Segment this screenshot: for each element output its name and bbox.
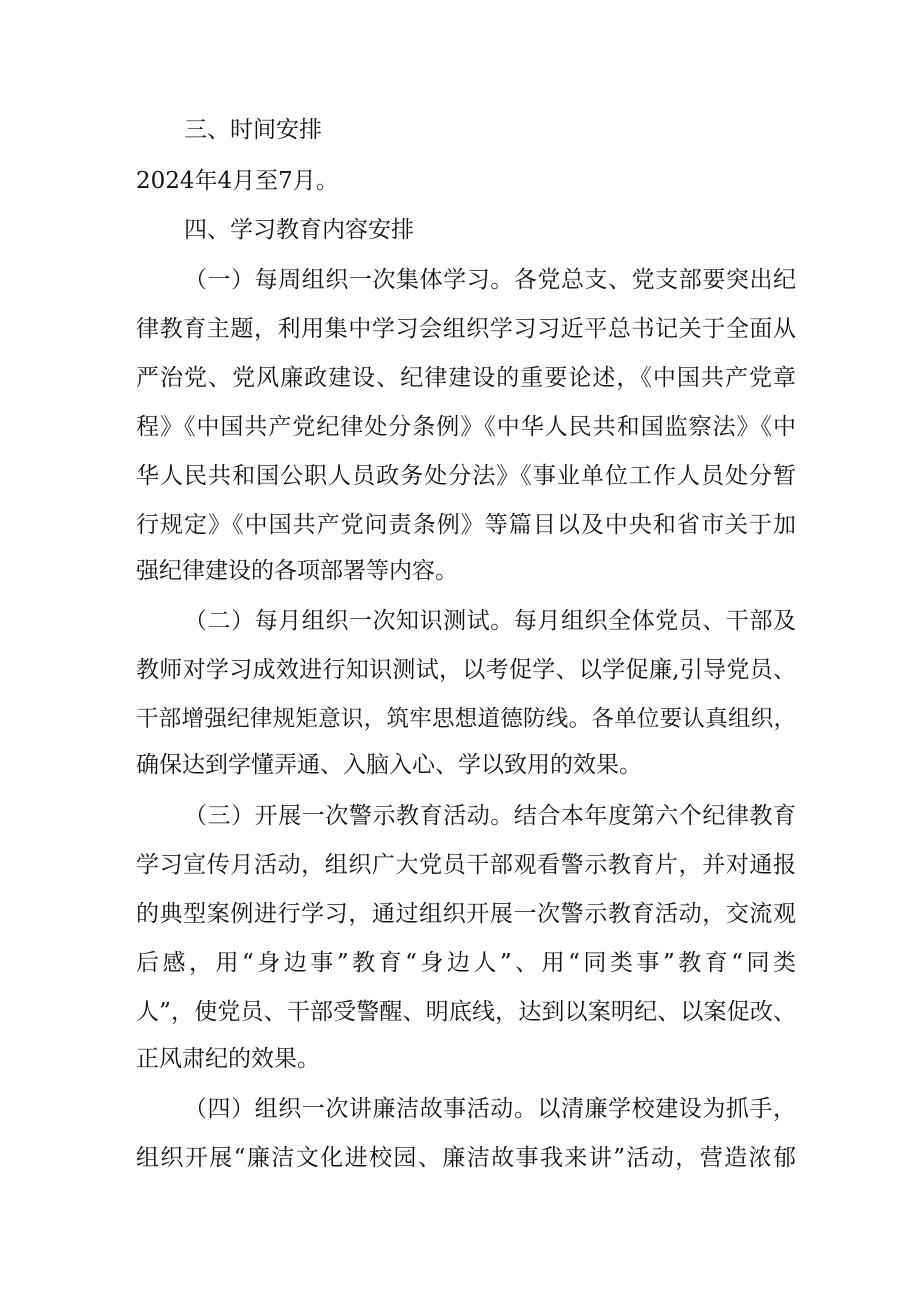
section-heading-content: 四、学习教育内容安排: [184, 217, 414, 243]
paragraph-line: （四）组织一次讲廉洁故事活动。以清廉学校建设为抓手，: [184, 1096, 796, 1122]
paragraph-line: （二）每月组织一次知识测试。每月组织全体党员、干部及: [184, 608, 796, 634]
paragraph-line: 强纪律建设的各项部署等内容。: [136, 558, 458, 584]
section-heading-time: 三、时间安排: [184, 117, 322, 143]
paragraph-line: 后感，用“身边事”教育“身边人”、用“同类事”教育“同类: [136, 950, 796, 976]
paragraph-line: 人”，使党员、干部受警醒、明底线，达到以案明纪、以案促改、: [136, 999, 796, 1025]
paragraph-line: 华人民共和国公职人员政务处分法》《事业单位工作人员处分暂: [136, 463, 796, 489]
paragraph-line: 律教育主题，利用集中学习会组织学习习近平总书记关于全面从: [136, 316, 796, 342]
paragraph-line: 干部增强纪律规矩意识，筑牢思想道德防线。各单位要认真组织，: [136, 706, 796, 732]
paragraph-line: 行规定》《中国共产党问责条例》等篇目以及中央和省市关于加: [136, 512, 796, 538]
paragraph-line: 程》《中国共产党纪律处分条例》《中华人民共和国监察法》《中: [136, 414, 796, 440]
paragraph-line: 的典型案例进行学习，通过组织开展一次警示教育活动，交流观: [136, 901, 796, 927]
paragraph-line: 组织开展“廉洁文化进校园、廉洁故事我来讲”活动，营造浓郁: [136, 1145, 796, 1171]
paragraph-line: 教师对学习成效进行知识测试，以考促学、以学促廉,引导党员、: [136, 657, 796, 683]
timeline-text: 2024年4月至7月。: [136, 168, 339, 194]
paragraph-line: （一）每周组织一次集体学习。各党总支、党支部要突出纪: [184, 267, 796, 293]
paragraph-line: 学习宣传月活动，组织广大党员干部观看警示教育片，并对通报: [136, 852, 796, 878]
paragraph-line: 正风肃纪的效果。: [136, 1046, 320, 1072]
paragraph-line: 确保达到学懂弄通、入脑入心、学以致用的效果。: [136, 752, 642, 778]
paragraph-line: （三）开展一次警示教育活动。结合本年度第六个纪律教育: [184, 803, 796, 829]
paragraph-line: 严治党、党风廉政建设、纪律建设的重要论述，《中国共产党章: [136, 365, 796, 391]
